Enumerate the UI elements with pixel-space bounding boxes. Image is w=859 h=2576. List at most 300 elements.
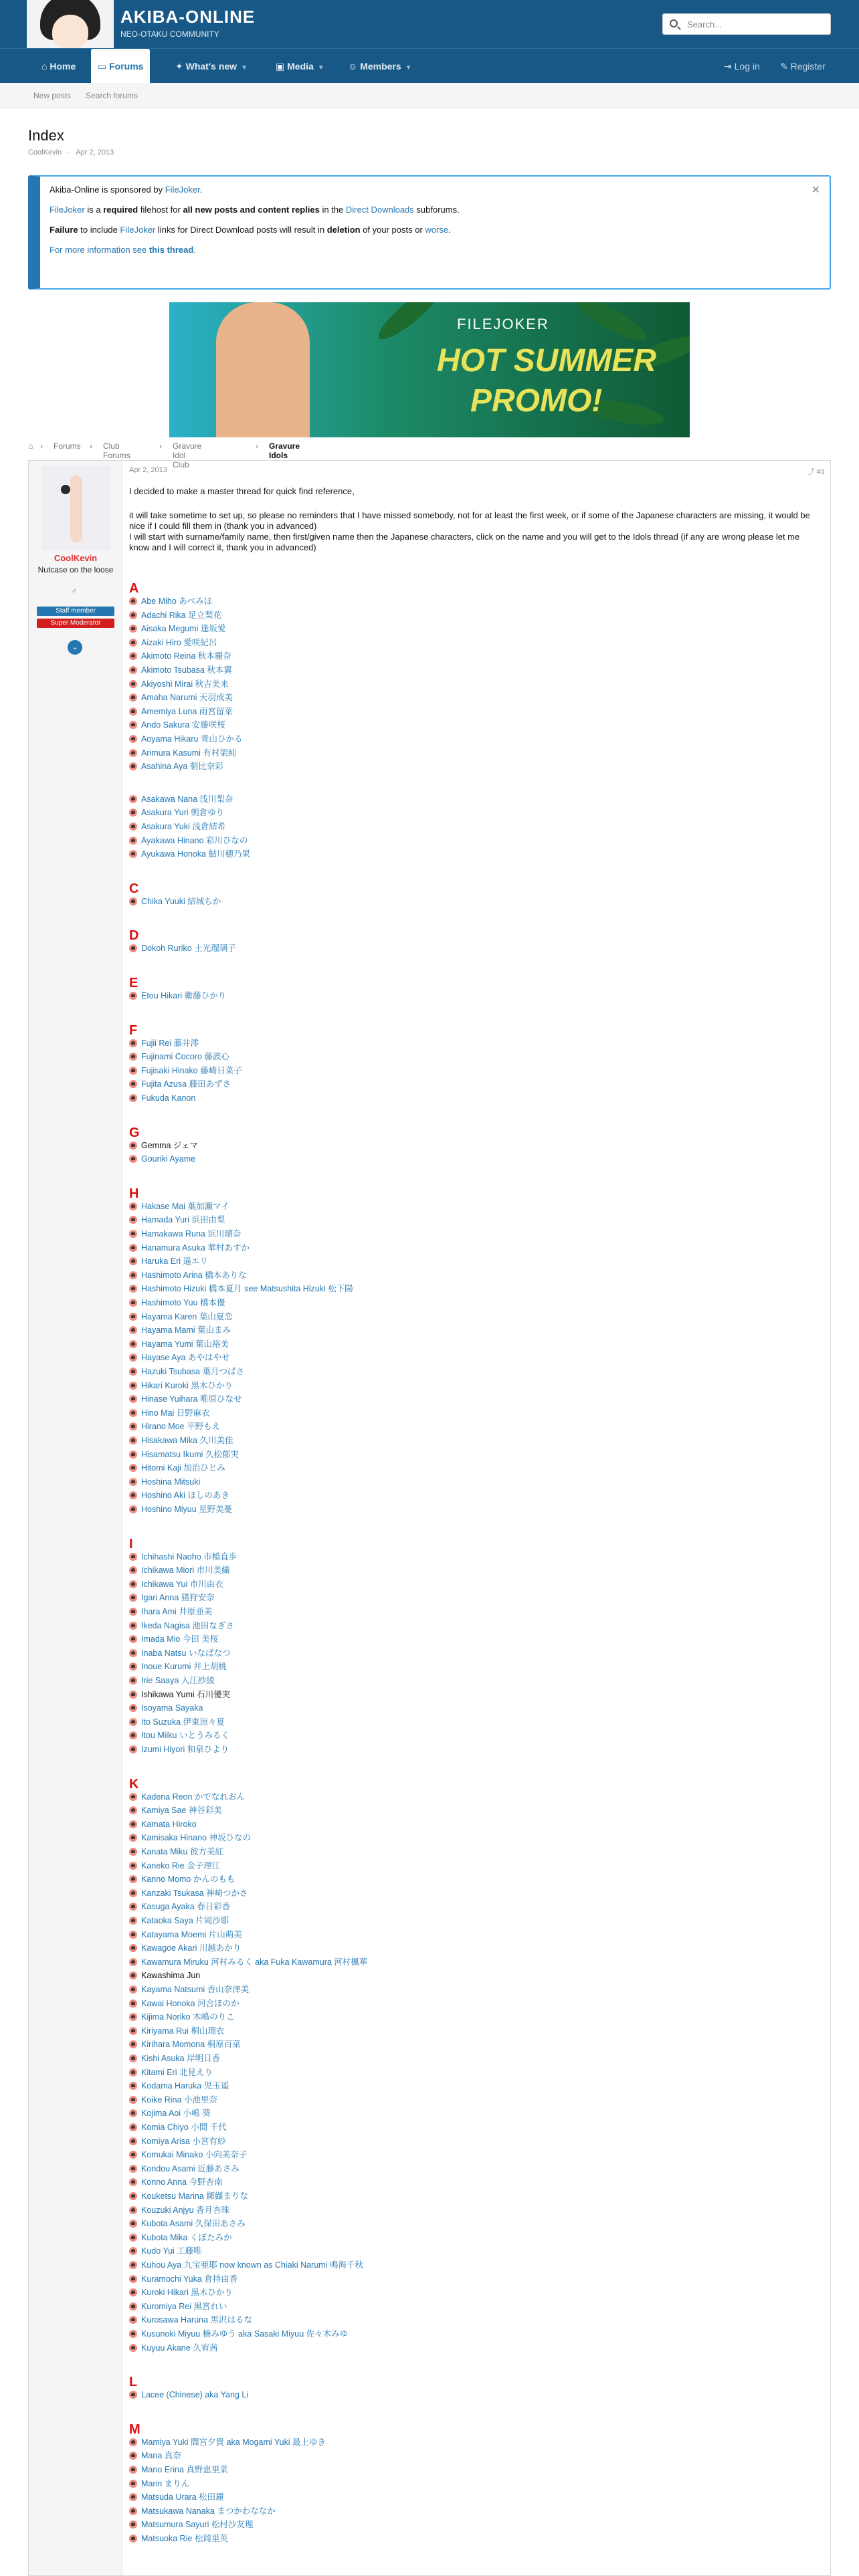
idol-avatar-icon xyxy=(129,1313,137,1321)
idol-avatar-icon xyxy=(129,2466,137,2474)
idol-link[interactable] xyxy=(129,1352,229,1363)
idol-link xyxy=(129,1140,198,1151)
idol-link[interactable] xyxy=(129,821,225,832)
idol-link[interactable] xyxy=(129,1297,225,1308)
idol-link[interactable] xyxy=(129,1819,197,1830)
nav-media[interactable]: ▣ Media ▼ xyxy=(276,61,324,72)
idol-link[interactable] xyxy=(129,2108,211,2119)
idol-name: Amaha Narumi 天羽成美 xyxy=(141,693,233,703)
direct-downloads-link[interactable]: Direct Downloads xyxy=(345,205,414,215)
promo-banner[interactable] xyxy=(169,302,690,437)
idol-name: Gemma ジェマ xyxy=(141,1140,199,1150)
chevron-down-icon[interactable]: ⌄ xyxy=(68,640,82,655)
idol-link[interactable] xyxy=(129,1929,242,1940)
idol-link[interactable] xyxy=(129,1874,235,1885)
new-posts-link[interactable]: New posts xyxy=(33,91,72,100)
idol-name: Igari Anna 猪狩安奈 xyxy=(141,1593,215,1603)
idol-avatar-icon xyxy=(129,2480,137,2488)
idol-link[interactable] xyxy=(129,2478,189,2489)
idol-link[interactable] xyxy=(129,637,217,648)
section-letter: H xyxy=(129,1186,139,1201)
idol-name: Mamiya Yuki 間宮夕貴 aka Mogami Yuki 最上ゆき xyxy=(141,2437,326,2447)
idol-link[interactable] xyxy=(129,2122,227,2133)
moderator-badge: Super Moderator xyxy=(37,619,114,628)
idol-avatar-icon xyxy=(129,2344,137,2352)
nav-home[interactable]: ⌂ Home xyxy=(41,61,76,72)
idol-link[interactable] xyxy=(129,2163,240,2174)
idol-avatar-icon xyxy=(129,2493,137,2501)
idol-name: Hamada Yuri 浜田由梨 xyxy=(141,1215,225,1225)
idol-link[interactable] xyxy=(129,2389,248,2400)
idol-link[interactable] xyxy=(129,665,232,675)
idol-link[interactable] xyxy=(129,1243,250,1253)
idol-link[interactable] xyxy=(129,1592,215,1603)
idol-name: Ihara Ami 井原亜美 xyxy=(141,1607,213,1616)
idol-link[interactable] xyxy=(129,2506,276,2516)
section-letter: C xyxy=(129,881,139,896)
idol-avatar-icon xyxy=(129,735,137,743)
idol-avatar-icon xyxy=(129,2275,137,2283)
idol-avatar-icon xyxy=(129,1409,137,1417)
idol-link[interactable] xyxy=(129,2301,227,2312)
idol-avatar-icon xyxy=(129,1903,137,1911)
idol-name: Hirano Moe 平野もえ xyxy=(141,1422,221,1432)
idol-name: Kuramochi Yuka 倉持由香 xyxy=(141,2274,238,2284)
post-intro xyxy=(129,486,812,558)
idol-link[interactable] xyxy=(129,1449,239,1460)
worse-link[interactable]: worse xyxy=(425,225,449,235)
banner-headline-1: HOT SUMMER xyxy=(437,343,656,379)
idol-name: Aisaka Megumi 逢坂愛 xyxy=(141,624,226,634)
breadcrumb-item[interactable]: Gravure Idol Club xyxy=(173,441,202,469)
idol-avatar-icon xyxy=(129,1340,137,1348)
staff-badge: Staff member xyxy=(37,607,114,616)
idol-name: Kuhou Aya 九宝亜耶 now known as Chiaki Narumi 鳴海千秋 xyxy=(141,2260,363,2270)
idol-avatar-icon xyxy=(129,693,137,702)
idol-link xyxy=(129,1970,200,1981)
idol-name: Hazuki Tsubasa 葉月つばさ xyxy=(141,1367,244,1376)
idol-link[interactable] xyxy=(129,1606,212,1617)
idol-name: Akiyoshi Mirai 秋吉美来 xyxy=(141,679,229,689)
idol-avatar-icon xyxy=(129,2391,137,2399)
idol-link[interactable] xyxy=(129,1888,248,1899)
idol-avatar-icon xyxy=(129,1271,137,1279)
idol-link[interactable] xyxy=(129,1093,195,1103)
idol-link[interactable] xyxy=(129,1792,245,1802)
page-title: Index xyxy=(28,127,64,144)
idol-name: Kurosawa Haruna 黒沢はるな xyxy=(141,2315,253,2325)
idol-link[interactable] xyxy=(129,896,221,907)
idol-link[interactable] xyxy=(129,2329,348,2339)
register-link[interactable]: ✎ Register xyxy=(780,61,826,72)
banner-headline-2: PROMO! xyxy=(470,383,603,419)
idol-name: Arimura Kasumi 有村架純 xyxy=(141,748,237,758)
idol-name: Ayakawa Hinano 彩川ひなの xyxy=(141,835,248,845)
idol-name: Hisamatsu Ikumi 久松郁実 xyxy=(141,1449,239,1459)
idol-link[interactable] xyxy=(129,1846,223,1857)
idol-link[interactable] xyxy=(129,1435,233,1446)
login-link[interactable]: ⇥ Log in xyxy=(724,61,760,72)
idol-name: Hoshino Miyuu 星野美憂 xyxy=(141,1505,233,1514)
idol-link[interactable] xyxy=(129,1394,242,1404)
idol-avatar-icon xyxy=(129,721,137,729)
idol-avatar-icon xyxy=(129,1080,137,1088)
idol-avatar-icon xyxy=(129,1491,137,1499)
idol-avatar-icon xyxy=(129,944,137,952)
idol-avatar-icon xyxy=(129,2247,137,2255)
idol-link[interactable] xyxy=(129,807,224,818)
idol-link[interactable] xyxy=(129,1579,223,1590)
idol-avatar-icon xyxy=(129,2165,137,2173)
idol-link[interactable] xyxy=(129,692,233,703)
idol-avatar-icon xyxy=(129,1862,137,1870)
idol-avatar-icon xyxy=(129,1257,137,1265)
idol-link[interactable] xyxy=(129,706,233,717)
post-number[interactable]: ⤴ #1 xyxy=(807,468,825,476)
idol-name: Fukuda Kanon xyxy=(141,1093,196,1103)
idol-name: Matsuda Urara 松田麗 xyxy=(141,2492,224,2502)
idol-link[interactable] xyxy=(129,2464,228,2475)
idol-link[interactable] xyxy=(129,2437,326,2448)
idol-name: Kamata Hiroko xyxy=(141,1819,197,1829)
idol-avatar-icon xyxy=(129,1230,137,1238)
idol-name: Hanamura Asuka 華村あすか xyxy=(141,1243,250,1253)
idol-avatar-icon xyxy=(129,809,137,817)
idol-link[interactable] xyxy=(129,2053,220,2064)
intro-line: it will take sometime to set up, so please no reminders that I have missed somebody, not for at least the first week, or if some of the Japanese characters are missing, it would be nice if I could fill them in (thank you in advanced) xyxy=(129,510,810,531)
filejoker-link[interactable]: FileJoker xyxy=(50,205,85,215)
idol-link xyxy=(129,1689,230,1700)
idol-link[interactable] xyxy=(129,1984,249,1995)
idol-name: Fujii Rei 藤井澪 xyxy=(141,1038,199,1048)
idol-link[interactable] xyxy=(129,835,248,846)
idol-link[interactable] xyxy=(129,1339,229,1350)
idol-avatar-icon xyxy=(129,1875,137,1883)
idol-avatar-icon xyxy=(129,2137,137,2145)
idol-avatar-icon xyxy=(129,597,137,605)
idol-avatar-icon xyxy=(129,639,137,647)
idol-link[interactable] xyxy=(129,1270,247,1281)
idol-avatar-icon xyxy=(129,1155,137,1163)
idol-link[interactable] xyxy=(129,2519,253,2530)
idol-name: Ichihashi Naoho 市橋直歩 xyxy=(141,1551,237,1562)
idol-avatar-icon xyxy=(129,2302,137,2311)
idol-link[interactable] xyxy=(129,943,236,954)
idol-name: Hoshino Aki ほしのあき xyxy=(141,1491,229,1501)
idol-link[interactable] xyxy=(129,679,229,689)
idol-link[interactable] xyxy=(129,1408,210,1418)
idol-name: Abe Miho あべみほ xyxy=(141,597,213,606)
idol-link[interactable] xyxy=(129,1311,233,1322)
idol-link[interactable] xyxy=(129,2039,241,2050)
idol-link[interactable] xyxy=(129,596,212,607)
idol-name: Hino Mai 日野麻衣 xyxy=(141,1408,210,1418)
idol-name: Kamiya Sae 神谷彩美 xyxy=(141,1806,222,1816)
idol-link[interactable] xyxy=(129,610,221,621)
notice-line-1: Akiba-Online is sponsored by FileJoker. xyxy=(50,185,203,195)
idol-name: Kuroki Hikari 黒木ひかり xyxy=(141,2288,233,2298)
idol-name: Mano Erina 真野恵里菜 xyxy=(141,2465,228,2474)
idol-avatar-icon xyxy=(129,1553,137,1561)
site-header xyxy=(0,0,859,48)
idol-name: Fujinami Cocoro 藤波心 xyxy=(141,1052,229,1062)
idol-name: Kawai Honoka 河合ほのか xyxy=(141,1998,240,2008)
idol-link[interactable] xyxy=(129,2343,218,2353)
idol-link[interactable] xyxy=(129,1504,232,1515)
idol-link[interactable] xyxy=(129,1283,353,1294)
idol-name: Matsukawa Nanaka まつかわななか xyxy=(141,2506,276,2516)
idol-link[interactable] xyxy=(129,1214,225,1225)
idol-link[interactable] xyxy=(129,2012,235,2022)
idol-link[interactable] xyxy=(129,2218,246,2229)
idol-avatar-icon xyxy=(129,1718,137,1726)
idol-link[interactable] xyxy=(129,2232,231,2243)
idol-link[interactable] xyxy=(129,1366,244,1377)
notice-line-4: For more information see this thread. xyxy=(50,245,196,255)
this-thread-link[interactable]: this thread xyxy=(149,245,194,255)
idol-link[interactable] xyxy=(129,1998,240,2009)
idol-link[interactable] xyxy=(129,2191,248,2202)
idol-avatar-icon xyxy=(129,1299,137,1307)
idol-link[interactable] xyxy=(129,1860,220,1871)
search-icon xyxy=(670,19,678,27)
idol-name: Dokoh Ruriko 土光瑠璃子 xyxy=(141,944,236,954)
idol-link[interactable] xyxy=(129,2067,213,2078)
section-letter: I xyxy=(129,1536,133,1551)
site-subtitle: NEO-OTAKU COMMUNITY xyxy=(120,29,219,39)
idol-name: Irie Saaya 入江紗綾 xyxy=(141,1676,215,1685)
search-forums-link[interactable]: Search forums xyxy=(86,91,138,100)
idol-link[interactable] xyxy=(129,2533,228,2544)
idol-avatar-icon xyxy=(129,1745,137,1753)
idol-name: Fujita Azusa 藤田あずさ xyxy=(141,1079,231,1089)
idol-avatar-icon xyxy=(129,1422,137,1430)
idol-name: Kuromiya Rei 黒宮れい xyxy=(141,2301,227,2311)
section-letter: L xyxy=(129,2375,138,2390)
idol-link[interactable] xyxy=(129,1565,230,1576)
close-icon[interactable]: ✕ xyxy=(811,185,820,196)
search-input[interactable] xyxy=(662,13,831,35)
idol-name: Kiriyama Rui 桐山瑠衣 xyxy=(141,2026,225,2036)
idol-link[interactable] xyxy=(129,2136,225,2147)
idol-name: Kawashima Jun xyxy=(141,1971,201,1981)
idol-avatar-icon xyxy=(129,1326,137,1334)
idol-link[interactable] xyxy=(129,794,233,804)
idol-link[interactable] xyxy=(129,2246,202,2256)
idol-avatar-icon xyxy=(129,2178,137,2186)
filejoker-link[interactable]: FileJoker xyxy=(120,225,156,235)
idol-name: Ando Sakura 安藤咲桜 xyxy=(141,720,225,730)
idol-avatar-icon xyxy=(129,1931,137,1939)
idol-link[interactable] xyxy=(129,1228,241,1239)
breadcrumb-current[interactable]: Gravure Idols xyxy=(269,441,300,460)
idol-avatar-icon xyxy=(129,2109,137,2117)
idol-link[interactable] xyxy=(129,2260,363,2270)
idol-link[interactable] xyxy=(129,1620,234,1631)
idol-avatar-icon xyxy=(129,837,137,845)
idol-link[interactable] xyxy=(129,720,225,730)
idol-link[interactable] xyxy=(129,1675,215,1686)
idol-link[interactable] xyxy=(129,1490,229,1501)
avatar[interactable] xyxy=(41,466,110,550)
idol-avatar-icon xyxy=(129,1889,137,1897)
idol-name: Isoyama Sayaka xyxy=(141,1703,203,1713)
idol-link[interactable] xyxy=(129,1634,218,1644)
home-icon[interactable]: ⌂ xyxy=(28,441,33,451)
idol-avatar-icon xyxy=(129,1478,137,1486)
idol-link[interactable] xyxy=(129,651,231,661)
idol-link[interactable] xyxy=(129,2177,223,2187)
idol-link[interactable] xyxy=(129,990,226,1001)
idol-avatar-icon xyxy=(129,2068,137,2076)
idol-name: Kitami Eri 北見えり xyxy=(141,2067,213,2077)
idol-avatar-icon xyxy=(129,2054,137,2062)
idol-avatar-icon xyxy=(129,2330,137,2338)
chevron-down-icon: ▼ xyxy=(317,64,324,72)
idol-link[interactable] xyxy=(129,1901,230,1912)
idol-name: Marin まりん xyxy=(141,2478,190,2488)
idol-avatar-icon xyxy=(129,2151,137,2159)
idol-link[interactable] xyxy=(129,2205,229,2216)
idol-link[interactable] xyxy=(129,2026,224,2036)
idol-link[interactable] xyxy=(129,1201,229,1212)
nav-whats-new[interactable]: ✦ What's new ▼ xyxy=(175,61,248,72)
idol-name: Haruka Eri 遥エリ xyxy=(141,1257,209,1267)
idol-link[interactable] xyxy=(129,1730,229,1741)
section-letter: F xyxy=(129,1023,138,1038)
idol-link[interactable] xyxy=(129,1703,203,1713)
idol-link[interactable] xyxy=(129,1421,220,1432)
idol-link[interactable] xyxy=(129,1380,233,1391)
idol-name: Aizaki Hiro 愛咲紀呂 xyxy=(141,637,217,647)
idol-avatar-icon xyxy=(129,2507,137,2515)
sub-nav xyxy=(0,83,859,108)
idol-avatar-icon xyxy=(129,1067,137,1075)
idol-name: Hayama Mami 葉山まみ xyxy=(141,1325,231,1335)
idol-name: Hinase Yuihara 唯原ひなせ xyxy=(141,1394,242,1404)
idol-link[interactable] xyxy=(129,1154,195,1164)
section-letter: D xyxy=(129,928,139,944)
idol-name: Gouriki Ayame xyxy=(141,1154,196,1164)
idol-link[interactable] xyxy=(129,2080,229,2091)
idol-link[interactable] xyxy=(129,1832,251,1843)
post xyxy=(28,460,831,2576)
idol-link[interactable] xyxy=(129,1065,242,1076)
nav-members[interactable]: ☺ Members ▼ xyxy=(348,61,412,72)
idol-name: Kodama Haruka 児玉遥 xyxy=(141,2081,229,2091)
idol-link[interactable] xyxy=(129,2492,224,2502)
section-letter: M xyxy=(129,2422,140,2437)
breadcrumb-item[interactable]: Forums xyxy=(54,441,81,451)
idol-name: Kasuga Ayaka 春日彩香 xyxy=(141,1902,231,1912)
idol-avatar-icon xyxy=(129,1594,137,1602)
idol-avatar-icon xyxy=(129,1216,137,1224)
idol-avatar-icon xyxy=(129,2040,137,2048)
idol-name: Kudo Yui 工藤唯 xyxy=(141,2246,202,2256)
idol-avatar-icon xyxy=(129,850,137,858)
idol-link[interactable] xyxy=(129,1661,227,1672)
idol-name: Asakura Yuki 浅倉結希 xyxy=(141,822,226,831)
idol-avatar-icon xyxy=(129,1395,137,1403)
idol-name: Hayama Yumi 葉山裕美 xyxy=(141,1339,229,1349)
idol-avatar-icon xyxy=(129,1635,137,1643)
idol-avatar-icon xyxy=(129,762,137,770)
nav-forums[interactable]: ▭ Forums xyxy=(91,49,150,84)
idol-link[interactable] xyxy=(129,1038,199,1049)
idol-name: Hikari Kuroki 黒木ひかり xyxy=(141,1380,233,1390)
idol-name: Izumi Hiyori 和泉ひより xyxy=(141,1745,229,1754)
idol-name: Kijima Noriko 木嶋のりこ xyxy=(141,2012,235,2022)
idol-avatar-icon xyxy=(129,795,137,803)
idol-name: Kawamura Miruku 河村みるく aka Fuka Kawamura 河村楓華 xyxy=(141,1957,368,1967)
idol-avatar-icon xyxy=(129,2123,137,2131)
idol-link[interactable] xyxy=(129,1079,231,1089)
idol-name: Komukai Minako 小向美奈子 xyxy=(141,2150,248,2160)
idol-avatar-icon xyxy=(129,2438,137,2446)
idol-link[interactable] xyxy=(129,1463,225,1473)
idol-link[interactable] xyxy=(129,2450,181,2461)
idol-link[interactable] xyxy=(129,2149,247,2160)
intro-line: I decided to make a master thread for quick find reference, xyxy=(129,486,355,496)
section-letter: G xyxy=(129,1125,140,1140)
idol-link[interactable] xyxy=(129,1256,208,1267)
idol-avatar-icon xyxy=(129,1662,137,1671)
idol-avatar-icon xyxy=(129,1451,137,1459)
idol-avatar-icon xyxy=(129,1053,137,1061)
idol-name: Amemiya Luna 雨宮留菜 xyxy=(141,706,233,716)
idol-link[interactable] xyxy=(129,1325,231,1335)
idol-link[interactable] xyxy=(129,1957,367,1967)
idol-link[interactable] xyxy=(129,748,236,758)
idol-name: Hashimoto Hizuki 橋本夏月 see Matsushita Hizuki 松下陽 xyxy=(141,1284,353,1294)
idol-name: Imada Mio 今田 美桜 xyxy=(141,1634,219,1644)
idol-link[interactable] xyxy=(129,1477,200,1487)
idol-name: Hakase Mai 葉加瀬マイ xyxy=(141,1201,229,1211)
breadcrumb-item[interactable]: Club Forums xyxy=(103,441,130,460)
post-date[interactable]: Apr 2, 2013 xyxy=(129,466,167,474)
idol-avatar-icon xyxy=(129,1985,137,1994)
idol-link[interactable] xyxy=(129,1943,241,1953)
idol-link[interactable] xyxy=(129,2095,217,2105)
idol-link[interactable] xyxy=(129,734,242,744)
idol-link[interactable] xyxy=(129,1648,230,1658)
user-title: Nutcase on the loose xyxy=(37,565,114,574)
idol-link[interactable] xyxy=(129,1805,222,1816)
idol-avatar-icon xyxy=(129,1285,137,1293)
filejoker-link[interactable]: FileJoker xyxy=(165,185,200,195)
page-author[interactable]: CoolKevin xyxy=(28,148,62,156)
idol-link[interactable] xyxy=(129,2274,237,2284)
idol-link[interactable] xyxy=(129,1915,229,1926)
idol-name: Hayama Karen 葉山夏恋 xyxy=(141,1311,233,1321)
idol-avatar-icon xyxy=(129,1820,137,1828)
idol-link[interactable] xyxy=(129,761,223,772)
idol-avatar-icon xyxy=(129,666,137,674)
idol-name: Kubota Mika くぼたみか xyxy=(141,2232,232,2242)
idol-link[interactable] xyxy=(129,1717,225,1727)
site-title[interactable]: AKIBA-ONLINE xyxy=(120,7,256,27)
idol-link[interactable] xyxy=(129,2315,252,2325)
site-logo-image[interactable] xyxy=(27,0,114,48)
idol-name: Kouketsu Marina 纐纈まりな xyxy=(141,2191,248,2201)
idol-link[interactable] xyxy=(129,1744,229,1755)
idol-link[interactable] xyxy=(129,1051,229,1062)
user-name[interactable]: CoolKevin xyxy=(54,553,98,563)
idol-link[interactable] xyxy=(129,2287,233,2298)
idol-link[interactable] xyxy=(129,849,250,859)
idol-link[interactable] xyxy=(129,1551,237,1562)
idol-link[interactable] xyxy=(129,623,225,634)
